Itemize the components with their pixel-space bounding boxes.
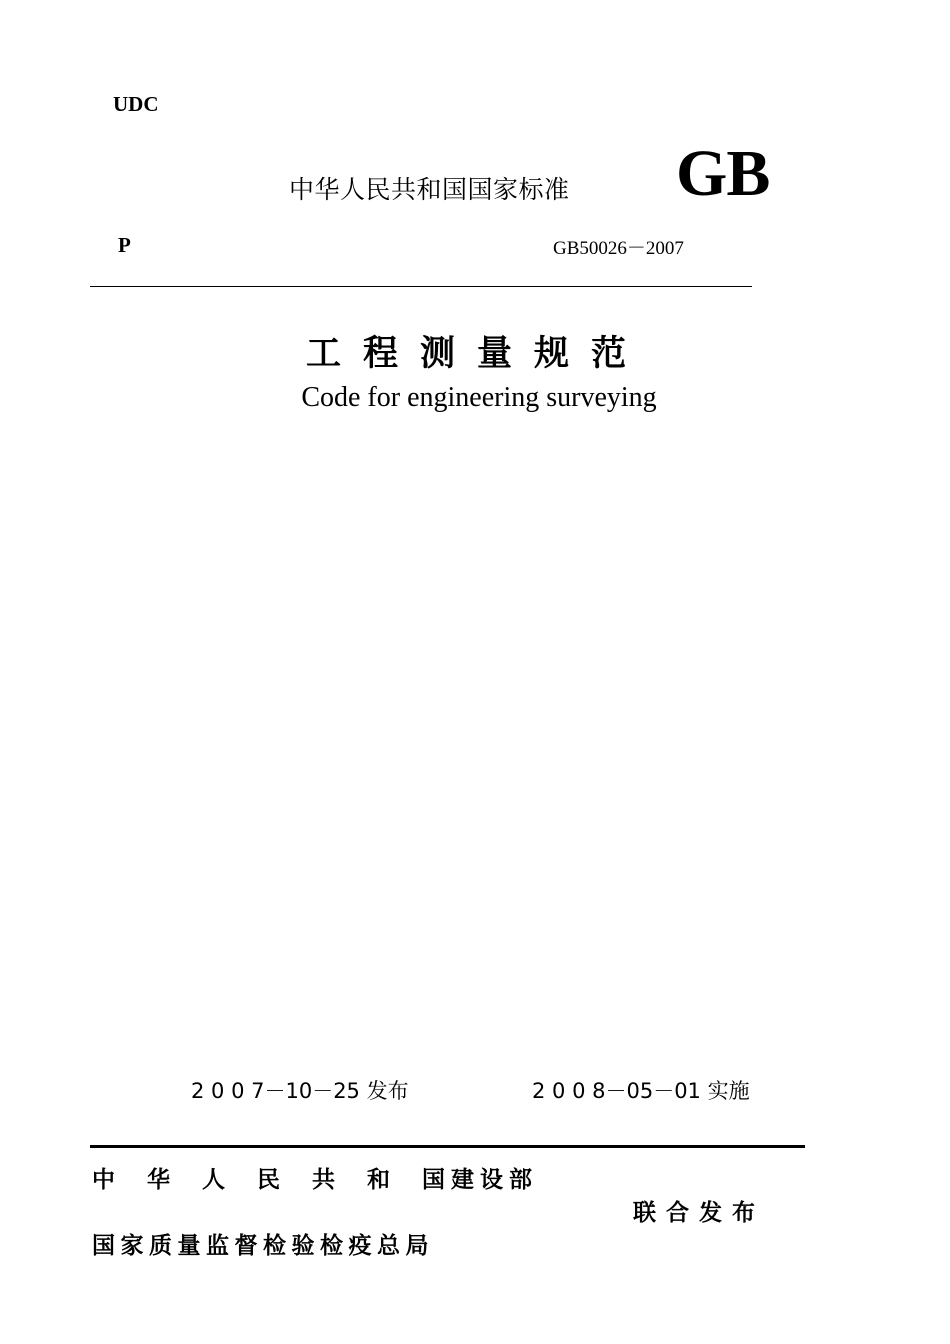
issue-date: 2 0 0 7－10－25 发布 (191, 1079, 409, 1103)
title-english: Code for engineering surveying (301, 382, 657, 413)
implementation-date: 2 0 0 8－05－01 实施 (532, 1079, 750, 1103)
gb-logo: GB (676, 137, 770, 210)
title-chinese: 工程测量规范 (305, 334, 648, 374)
bottom-divider (90, 1145, 805, 1148)
joint-release-label: 联合发布 (633, 1200, 765, 1226)
udc-label: UDC (113, 92, 159, 116)
standard-number: GB50026－2007 (553, 238, 684, 259)
issuer-aqsiq: 国家质量监督检验检疫总局 (92, 1233, 434, 1259)
issuer-ministry: 中 华 人 民 共 和 国建设部 (92, 1167, 539, 1193)
classification-code: P (118, 233, 131, 257)
top-divider (90, 286, 752, 287)
national-standard-heading: 中华人民共和国国家标准 (289, 175, 570, 204)
